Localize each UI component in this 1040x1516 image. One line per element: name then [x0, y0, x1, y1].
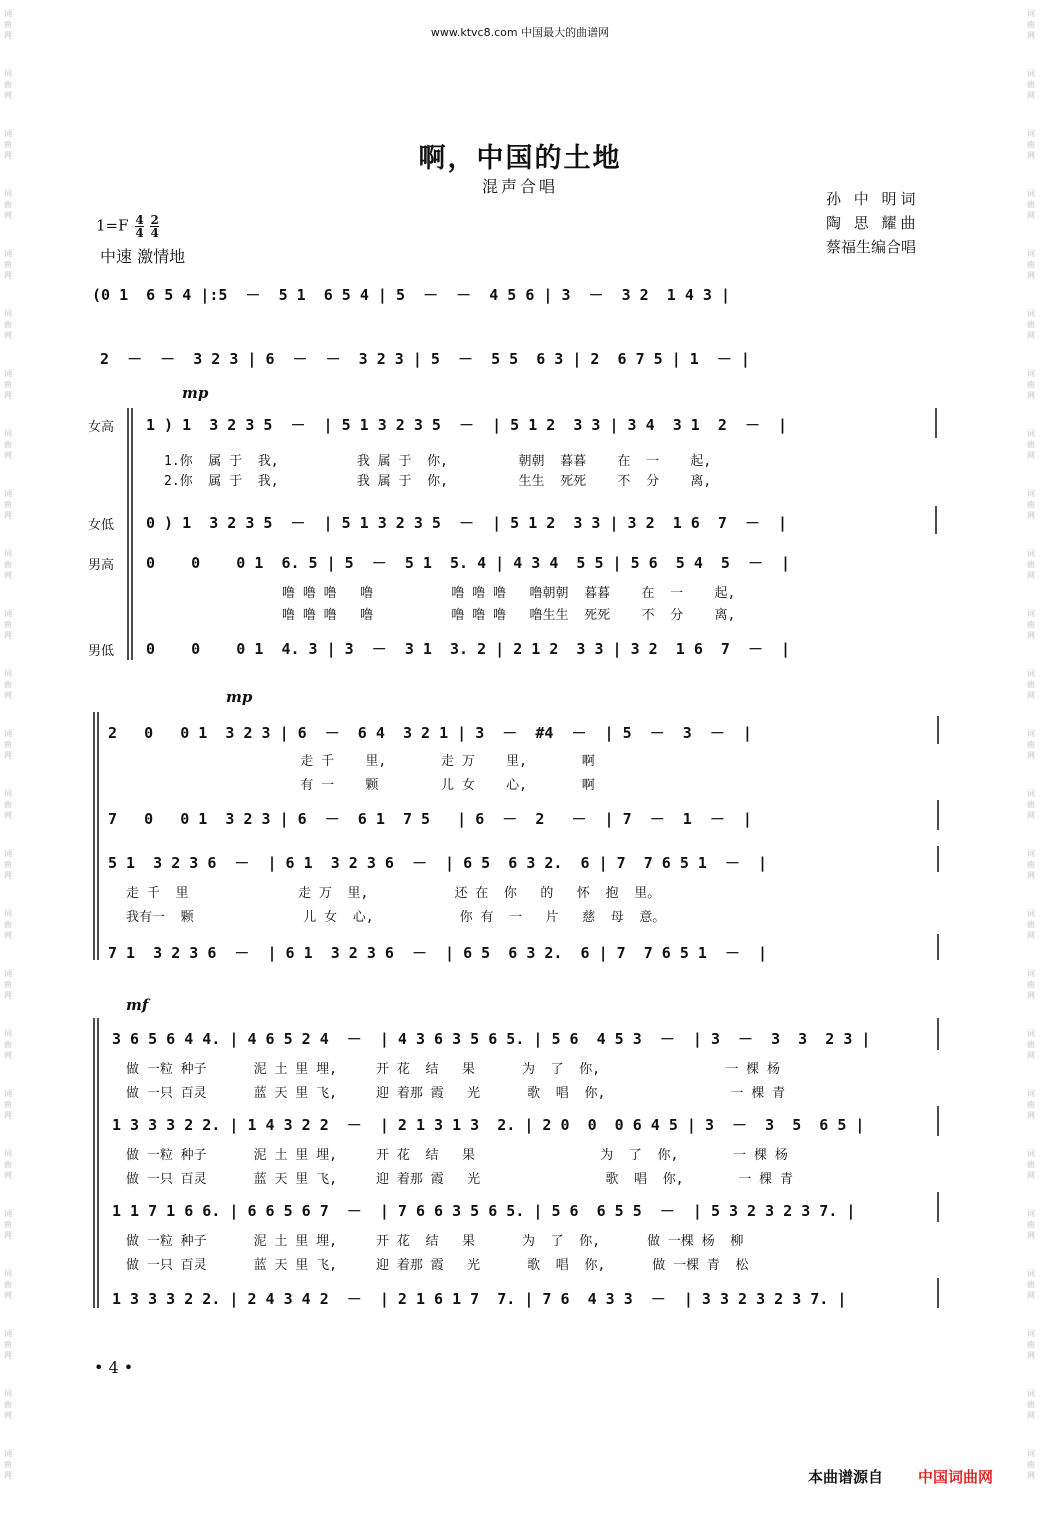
watermark-text: 词曲网 [4, 669, 12, 700]
watermark-text: 词曲网 [4, 249, 12, 280]
watermark-text: 词曲网 [1027, 729, 1035, 760]
watermark-text: 词曲网 [1027, 669, 1035, 700]
part-label-tenor: 男高 [88, 558, 115, 573]
alto-notes-3: 1 3 3 3 2 2. | 1 4 3 2 2 － | 2 1 3 1 3 2. | 2 0 0 0 6 4 5 | 3 － 3 5 6 5 | [112, 1116, 865, 1134]
upper-notes-2b: 7 0 0 1 3 2 3 | 6 － 6 1 7 5 | 6 － 2 － | 7 － 1 － | [108, 810, 752, 828]
watermark-text: 词曲网 [4, 69, 12, 100]
meter-2-4: $\frac{2}{4}$ [150, 213, 159, 240]
watermark-text: 词曲网 [4, 309, 12, 340]
watermark-text: 词曲网 [1027, 429, 1035, 460]
site-header: www.ktvc8.com 中国最大的曲谱网 [430, 26, 610, 39]
watermark-text: 词曲网 [4, 1449, 12, 1480]
watermark-text: 词曲网 [1027, 549, 1035, 580]
intro-line-1: (0 1 6 5 4 |:5 － 5 1 6 5 4 | 5 － － 4 5 6 | 3 － 3 2 1 4 3 | [92, 286, 730, 304]
watermark-text: 词曲网 [1027, 1329, 1035, 1360]
soprano-lyric-3b: 做 一只 百灵 蓝 天 里 飞, 迎 着那 霞 光 歌 唱 你, 一 棵 青 [126, 1086, 786, 1101]
alto-lyric-3b: 做 一只 百灵 蓝 天 里 飞, 迎 着那 霞 光 歌 唱 你, 一 棵 青 [126, 1172, 793, 1187]
arranger-credit: 蔡福生编合唱 [826, 238, 917, 256]
alto-lyric-3a: 做 一粒 种子 泥 土 里 埋, 开 花 结 果 为 了 你, 一 棵 杨 [126, 1148, 788, 1163]
watermark-text: 词曲网 [1027, 609, 1035, 640]
watermark-text: 词曲网 [1027, 309, 1035, 340]
composer-credit: 陶 思 耀曲 [826, 214, 920, 232]
watermark-text: 词曲网 [1027, 1029, 1035, 1060]
song-subtitle: 混声合唱 [481, 177, 558, 196]
tempo-marking: 中速 激情地 [100, 247, 186, 266]
tenor-notes-1: 0 0 0 1 6. 5 | 5 － 5 1 5. 4 | 4 3 4 5 5 | 5 6 5 4 5 － | [146, 554, 791, 572]
watermark-text: 词曲网 [4, 1209, 12, 1240]
meter-4-4: $\frac{4}{4}$ [135, 213, 144, 240]
dynamic-mp-2: mp [226, 688, 253, 706]
watermark-text: 词曲网 [1027, 1269, 1035, 1300]
watermark-text: 词曲网 [1027, 489, 1035, 520]
watermark-text: 词曲网 [4, 1389, 12, 1420]
lower-lyric-2a: 走 千 里 走 万 里, 还 在 你 的 怀 抱 里。 [126, 886, 661, 901]
watermark-text: 词曲网 [4, 1329, 12, 1360]
key-signature [96, 214, 159, 239]
upper-notes-2: 2 0 0 1 3 2 3 | 6 － 6 4 3 2 1 | 3 － #4 － | 5 － 3 － | [108, 724, 752, 742]
watermark-text: 词曲网 [1027, 69, 1035, 100]
watermark-text: 词曲网 [4, 909, 12, 940]
bass-notes-1: 0 0 0 1 4. 3 | 3 － 3 1 3. 2 | 2 1 2 3 3 | 3 2 1 6 7 － | [146, 640, 791, 658]
watermark-text: 词曲网 [4, 489, 12, 520]
lower-notes-2: 5 1 3 2 3 6 － | 6 1 3 2 3 6 － | 6 5 6 3 2. 6 | 7 7 6 5 1 － | [108, 854, 768, 872]
tenor-lyric-3a: 做 一粒 种子 泥 土 里 埋, 开 花 结 果 为 了 你, 做 一棵 杨 柳 [126, 1234, 744, 1249]
source-site-link[interactable]: 中国词曲网 [918, 1468, 994, 1486]
dynamic-mp-1: mp [182, 384, 209, 402]
watermark-text: 词曲网 [1027, 1089, 1035, 1120]
watermark-text: 词曲网 [1027, 849, 1035, 880]
watermark-text: 词曲网 [4, 189, 12, 220]
watermark-text: 词曲网 [1027, 969, 1035, 1000]
lyric-verse-2: 2.你 属 于 我, 我 属 于 你, 生生 死死 不 分 离, [164, 474, 712, 489]
watermark-text: 词曲网 [1027, 189, 1035, 220]
watermark-text: 词曲网 [1027, 1389, 1035, 1420]
upper-lyric-2a: 走 千 里, 走 万 里, 啊 [222, 754, 595, 769]
watermark-text: 词曲网 [4, 9, 12, 40]
watermark-text: 词曲网 [1027, 129, 1035, 160]
watermark-text: 词曲网 [1027, 249, 1035, 280]
tenor-lyric-1: 噜 噜 噜 噜 噜 噜 噜 噜朝朝 暮暮 在 一 起, [282, 586, 736, 601]
watermark-text: 词曲网 [4, 1089, 12, 1120]
soprano-notes-3: 3 6 5 6 4 4. | 4 6 5 2 4 － | 4 3 6 3 5 6 5. | 5 6 4 5 3 － | 3 － 3 3 2 3 | [112, 1030, 871, 1048]
source-label: 本曲谱源自 [808, 1468, 884, 1486]
lyricist-credit: 孙 中 明词 [826, 190, 920, 208]
watermark-text: 词曲网 [4, 789, 12, 820]
watermark-text: 词曲网 [1027, 1149, 1035, 1180]
watermark-text: 词曲网 [4, 609, 12, 640]
watermark-text: 词曲网 [4, 1029, 12, 1060]
watermark-text: 词曲网 [4, 969, 12, 1000]
watermark-text: 词曲网 [4, 549, 12, 580]
watermark-text: 词曲网 [4, 1149, 12, 1180]
tenor-notes-3: 1 1 7 1 6 6. | 6 6 5 6 7 － | 7 6 6 3 5 6 5. | 5 6 6 5 5 － | 5 3 2 3 2 3 7. | [112, 1202, 856, 1220]
watermark-text: 词曲网 [4, 849, 12, 880]
watermark-text: 词曲网 [1027, 789, 1035, 820]
watermark-text: 词曲网 [1027, 909, 1035, 940]
part-label-soprano: 女高 [88, 420, 115, 435]
song-title: 啊，中国的土地 [418, 143, 622, 174]
system-2-bracket [88, 708, 948, 968]
page-number: • 4 • [94, 1358, 134, 1377]
dynamic-mf: mf [126, 996, 149, 1014]
part-label-bass: 男低 [88, 644, 115, 659]
key-text: 1=F [96, 216, 129, 235]
tenor-lyric-2: 噜 噜 噜 噜 噜 噜 噜 噜生生 死死 不 分 离, [282, 608, 736, 623]
watermark-text: 词曲网 [4, 129, 12, 160]
lower-notes-2b: 7 1 3 2 3 6 － | 6 1 3 2 3 6 － | 6 5 6 3 2. 6 | 7 7 6 5 1 － | [108, 944, 768, 962]
lyric-verse-1: 1.你 属 于 我, 我 属 于 你, 朝朝 暮暮 在 一 起, [164, 454, 712, 469]
intro-line-2: 2 － － 3 2 3 | 6 － － 3 2 3 | 5 － 5 5 6 3 | 2 6 7 5 | 1 － | [100, 350, 750, 368]
watermark-text: 词曲网 [1027, 1209, 1035, 1240]
upper-lyric-2b: 有 一 颗 儿 女 心, 啊 [222, 778, 595, 793]
watermark-text: 词曲网 [4, 429, 12, 460]
alto-notes-1: 0 ) 1 3 2 3 5 － | 5 1 3 2 3 5 － | 5 1 2 3 3 | 3 2 1 6 7 － | [146, 514, 788, 532]
bass-notes-3: 1 3 3 3 2 2. | 2 4 3 4 2 － | 2 1 6 1 7 7. | 7 6 4 3 3 － | 3 3 2 3 2 3 7. | [112, 1290, 847, 1308]
lower-lyric-2b: 我有一 颗 儿 女 心, 你 有 一 片 慈 母 意。 [126, 910, 666, 925]
watermark-text: 词曲网 [4, 369, 12, 400]
watermark-text: 词曲网 [1027, 9, 1035, 40]
watermark-text: 词曲网 [1027, 1449, 1035, 1480]
tenor-lyric-3b: 做 一只 百灵 蓝 天 里 飞, 迎 着那 霞 光 歌 唱 你, 做 一棵 青 松 [126, 1258, 749, 1273]
watermark-text: 词曲网 [4, 729, 12, 760]
system-1-bracket [90, 398, 950, 668]
part-label-alto: 女低 [88, 518, 115, 533]
soprano-notes-1: 1 ) 1 3 2 3 5 － | 5 1 3 2 3 5 － | 5 1 2 3 3 | 3 4 3 1 2 － | [146, 416, 788, 434]
watermark-text: 词曲网 [4, 1269, 12, 1300]
soprano-lyric-3a: 做 一粒 种子 泥 土 里 埋, 开 花 结 果 为 了 你, 一 棵 杨 [126, 1062, 780, 1077]
watermark-text: 词曲网 [1027, 369, 1035, 400]
